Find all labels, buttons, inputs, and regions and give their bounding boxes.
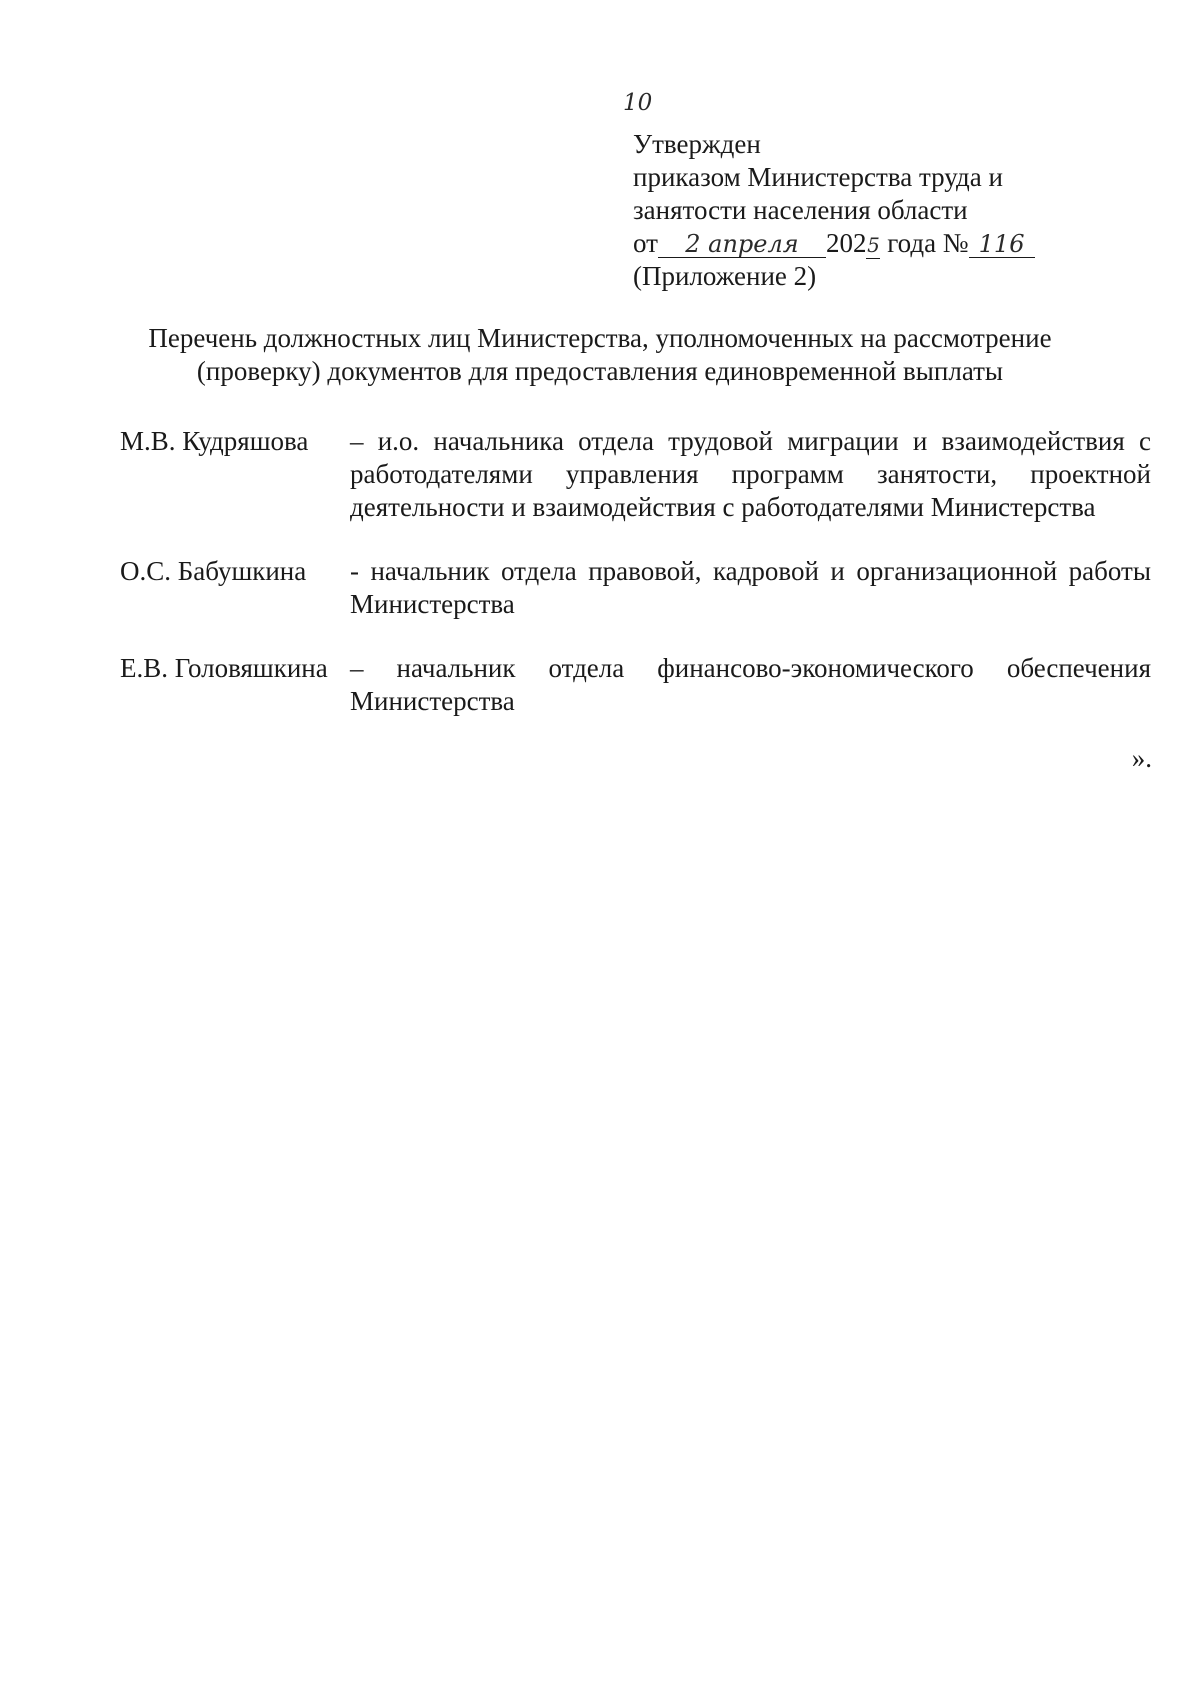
document-title — [100, 322, 1100, 388]
handwritten-order-number: 116 — [969, 231, 1035, 258]
title-line-1: Перечень должностных лиц Министерства, уполномоченных на рассмотрение — [148, 323, 1052, 353]
official-row — [120, 555, 1151, 621]
closing-quote-mark: ». — [1131, 743, 1152, 773]
official-row — [120, 652, 1151, 718]
official-name: М.В. Кудряшова — [120, 426, 309, 456]
official-name: Е.В. Головяшкина — [120, 653, 328, 683]
official-position: - начальник отдела правовой, кадровой и организационной работы Министерства — [350, 556, 1151, 619]
official-name: О.С. Бабушкина — [120, 556, 307, 586]
approval-line-date — [633, 227, 1035, 260]
handwritten-year-digit: 5 — [867, 233, 880, 257]
approval-line-order: приказом Министерства труда и — [633, 162, 1003, 192]
year-suffix: года № — [887, 228, 969, 258]
approval-line-ministry: занятости населения области — [633, 195, 968, 225]
officials-list — [120, 425, 1151, 749]
handwritten-date: 2 апреля — [658, 231, 826, 258]
date-prefix: от — [633, 228, 658, 258]
official-position: – и.о. начальника отдела трудовой миграции и взаимодействия с работодателями управления программ занятости, проектной деятельности и взаимодействия с работодателями Министерства — [350, 426, 1151, 522]
title-line-2: (проверку) документов для предоставления единовременной выплаты — [196, 356, 1004, 386]
page-number: 10 — [623, 90, 653, 116]
approval-line-approved: Утвержден — [633, 129, 761, 159]
official-row — [120, 425, 1151, 524]
year-prefix: 202 — [825, 228, 867, 258]
approval-line-appendix: (Приложение 2) — [633, 261, 817, 291]
official-position: – начальник отдела финансово-экономического обеспечения Министерства — [350, 653, 1151, 716]
approval-stamp-block — [633, 128, 1035, 293]
